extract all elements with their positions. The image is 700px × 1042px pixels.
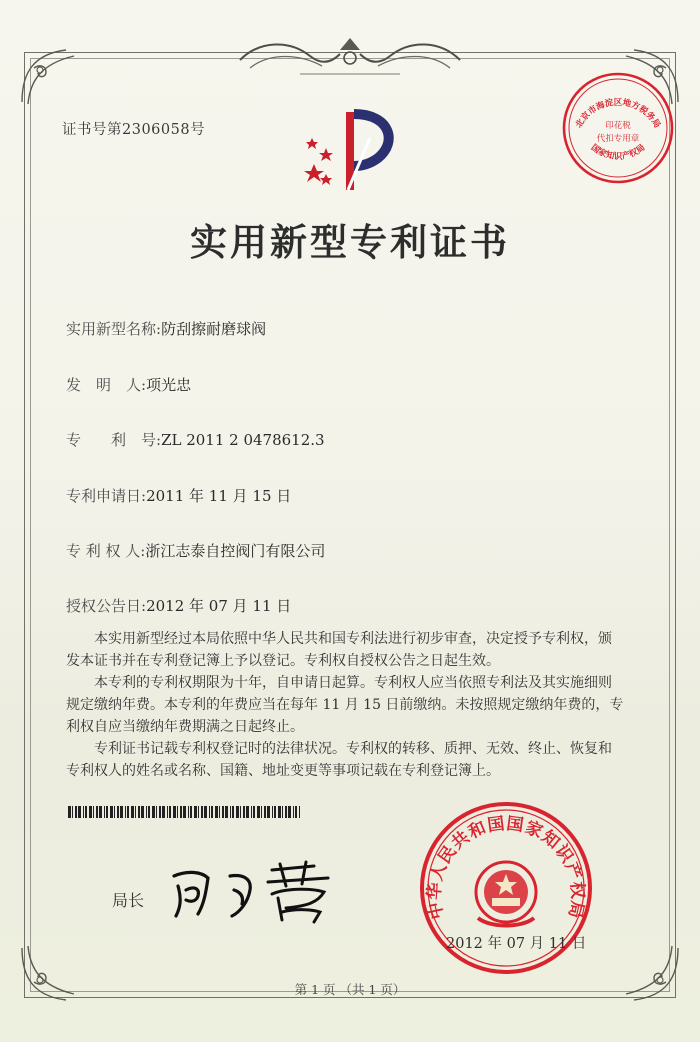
paragraph-legal-status [66, 738, 636, 782]
barcode-bar [125, 806, 126, 818]
barcode-bar [110, 806, 113, 818]
barcode-bar [222, 806, 224, 818]
barcode-bar [120, 806, 123, 818]
barcode-bar [177, 806, 178, 818]
barcode-bar [96, 806, 98, 818]
barcode-bar [85, 806, 87, 818]
barcode-bar [104, 806, 105, 818]
director-label: 局长 [112, 891, 145, 910]
barcode-bar [219, 806, 220, 818]
barcode-bar [246, 806, 249, 818]
field-inventor [66, 374, 191, 395]
barcode-bar [159, 806, 161, 818]
barcode-bar [194, 806, 197, 818]
barcode-bar [253, 806, 255, 818]
barcode-bar [106, 806, 108, 818]
barcode-bar [251, 806, 252, 818]
paragraph-line: 发本证书并在专利登记簿上予以登记。专利权自授权公告之日起生效。 [66, 653, 500, 669]
barcode-bar [75, 806, 77, 818]
paragraph-grant-statement [66, 628, 636, 672]
barcode-bar [278, 806, 281, 818]
certificate-title: 实用新型专利证书 [190, 220, 510, 264]
svg-text:国家知识产权局 [589, 142, 648, 162]
barcode-bar [201, 806, 203, 818]
barcode-bar [190, 806, 192, 818]
barcode-bar [293, 806, 294, 818]
barcode-bar [173, 806, 176, 818]
field-patent-number [66, 429, 325, 450]
field-utility-model-name [66, 318, 266, 339]
paragraph-line: 本实用新型经过本局依照中华人民共和国专利法进行初步审查，决定授予专利权，颁 [66, 631, 612, 647]
barcode-bar [148, 806, 150, 818]
barcode-bar [240, 806, 241, 818]
certificate-number: 证书号第2306058号 [62, 122, 206, 138]
small-seal-arc-text: 北京市海淀区地方税务局 [574, 97, 662, 130]
field-value: 浙江志泰自控阀门有限公司 [145, 542, 326, 560]
barcode-bar [261, 806, 262, 818]
top-scroll-ornament-icon [230, 30, 470, 82]
barcode-bar [156, 806, 157, 818]
barcode-bar [127, 806, 129, 818]
barcode-bar [152, 806, 155, 818]
barcode-bar [188, 806, 189, 818]
barcode-bar [225, 806, 228, 818]
field-value: 2011 年 11 月 15 日 [146, 487, 292, 505]
barcode-bar [78, 806, 81, 818]
barcode-bar [114, 806, 115, 818]
barcode-bar [93, 806, 94, 818]
field-label: 专利申请日: [66, 487, 147, 505]
barcode-bar [183, 806, 186, 818]
barcode-bar [83, 806, 84, 818]
page-number: 第 1 页 （共 1 页） [294, 982, 406, 997]
barcode-bar [68, 806, 71, 818]
barcode-bar [131, 806, 134, 818]
paragraph-line: 规定缴纳年费。本专利的年费应当在每年 11 月 15 日前缴纳。未按照规定缴纳年费的，专 [66, 697, 624, 713]
field-value: 防刮擦耐磨球阀 [161, 320, 267, 338]
tax-stamp-seal-icon [560, 70, 676, 186]
barcode-bar [285, 806, 287, 818]
paragraph-line: 专利权人的姓名或名称、国籍、地址变更等事项记载在专利登记簿上。 [66, 763, 500, 779]
field-label: 授权公告日: [66, 597, 147, 615]
small-seal-line-1: 印花税 [605, 121, 631, 131]
barcode-bar [232, 806, 234, 818]
barcode-icon [68, 806, 300, 818]
field-label: 实用新型名称: [66, 320, 162, 338]
barcode-bar [272, 806, 273, 818]
paragraph-line: 本专利的专利权期限为十年，自申请日起算。专利权人应当依照专利法及其实施细则 [66, 675, 612, 691]
barcode-bar [72, 806, 73, 818]
barcode-bar [282, 806, 283, 818]
field-patentee [66, 540, 325, 561]
barcode-bar [267, 806, 270, 818]
corner-ornament-icon [14, 42, 84, 112]
barcode-bar [89, 806, 92, 818]
barcode-bar [288, 806, 291, 818]
barcode-bar [264, 806, 266, 818]
barcode-bar [138, 806, 140, 818]
issue-date: 2012 年 07 月 11 日 [446, 936, 587, 952]
barcode-bar [117, 806, 119, 818]
barcode-bar [198, 806, 199, 818]
barcode-bar [167, 806, 168, 818]
paragraph-line: 利权自应当缴纳年费期满之日起终止。 [66, 719, 304, 735]
paragraph-term-statement [66, 672, 636, 738]
cnipa-logo-icon [290, 98, 410, 198]
barcode-bar [146, 806, 147, 818]
barcode-bar [209, 806, 210, 818]
field-application-date [66, 485, 291, 506]
big-seal-arc-text: 中华人民共和国国家知识产权局 [424, 813, 588, 921]
barcode-bar [99, 806, 102, 818]
barcode-bar [141, 806, 144, 818]
barcode-bar [230, 806, 231, 818]
barcode-bar [180, 806, 182, 818]
barcode-bar [162, 806, 165, 818]
barcode-bar [295, 806, 297, 818]
barcode-bar [236, 806, 239, 818]
barcode-bar [169, 806, 171, 818]
small-seal-line-2: 代扣专用章 [596, 134, 640, 144]
field-label: 发 明 人: [66, 376, 147, 394]
field-label: 专 利 权 人: [66, 542, 146, 560]
field-grant-date [66, 595, 291, 616]
barcode-bar [274, 806, 276, 818]
field-value: ZL 2011 2 0478612.3 [161, 431, 325, 449]
barcode-bar [257, 806, 260, 818]
barcode-bar [204, 806, 207, 818]
field-value: 2012 年 07 月 11 日 [146, 597, 292, 615]
small-seal-bottom-text: 国家知识产权局 [588, 142, 648, 162]
barcode-bar [211, 806, 213, 818]
barcode-bar [243, 806, 245, 818]
barcode-bar [299, 806, 300, 818]
barcode-bar [135, 806, 136, 818]
paragraph-line: 专利证书记载专利权登记时的法律状况。专利权的转移、质押、无效、终止、恢复和 [66, 741, 612, 757]
director-signature-icon [168, 856, 348, 926]
field-label: 专 利 号: [66, 431, 162, 449]
barcode-bar [215, 806, 218, 818]
field-value: 项光忠 [146, 376, 192, 394]
